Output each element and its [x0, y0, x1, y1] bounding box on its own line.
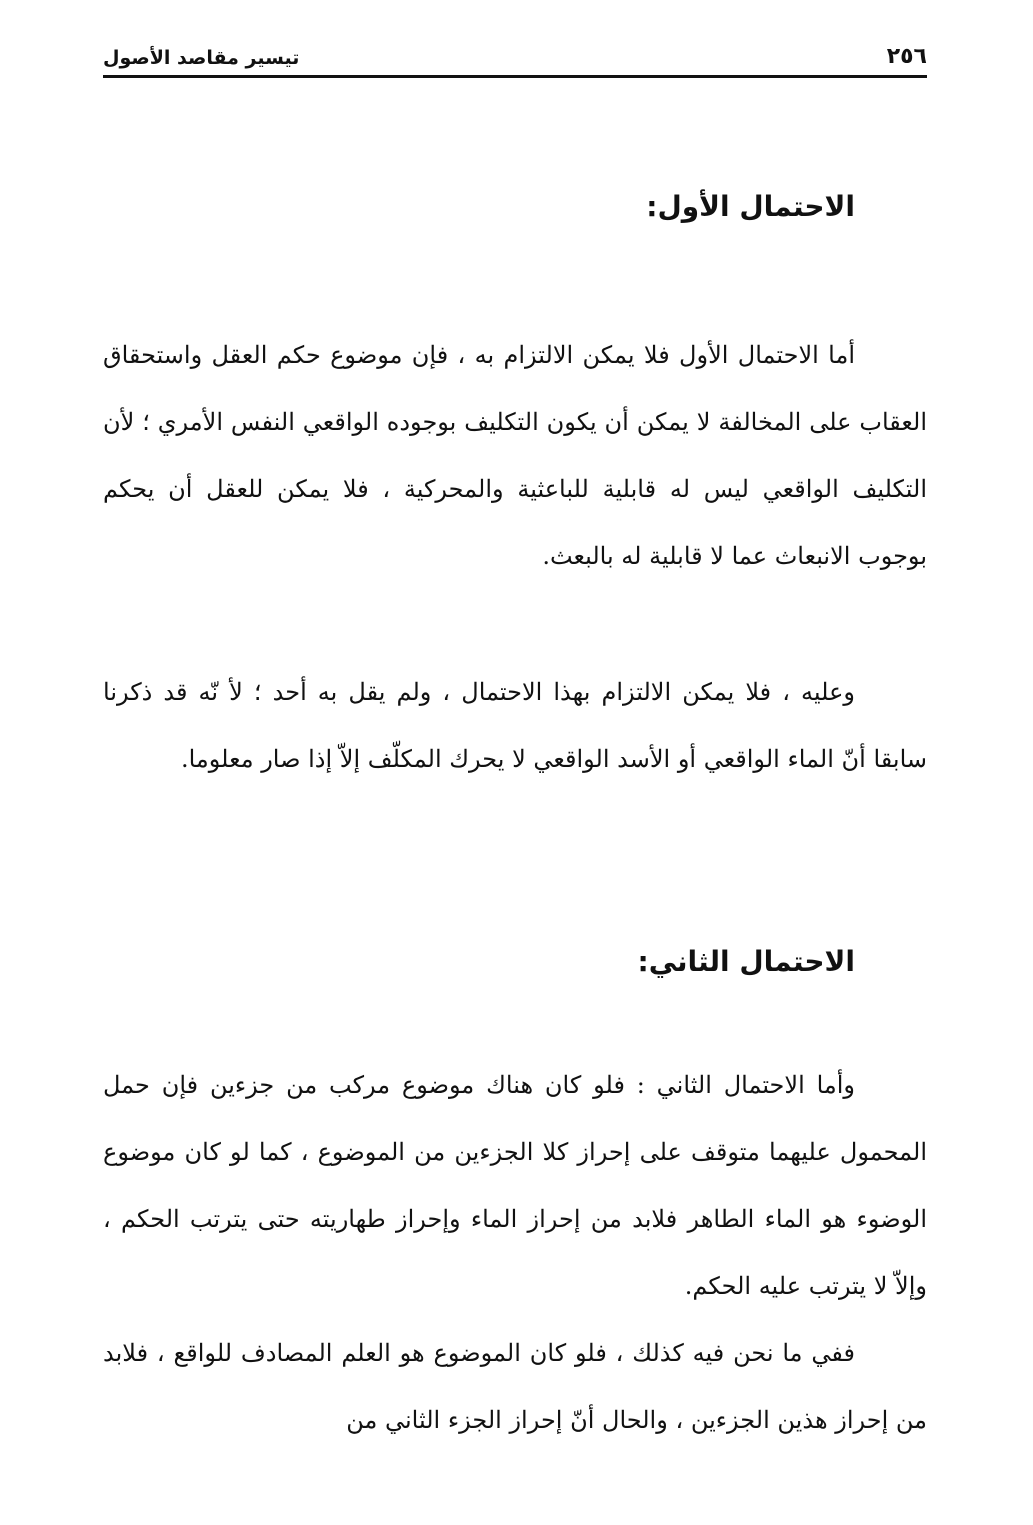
paragraph: وأما الاحتمال الثاني : فلو كان هناك موضوع مركب من جزءين فإن حمل المحمول عليهما متوقف على إحراز كلا الجزءين من الموضوع ، كما لو كان موضوع الوضوء هو الماء الطاهر فلابد من إحراز الماء وإحراز طهاريته حتى يترتب الحكم ، وإلاّ لا يترتب عليه الحكم. [103, 1071, 927, 1300]
running-title: تيسير مقاصد الأصول [103, 47, 300, 69]
paragraph: وعليه ، فلا يمكن الالتزام بهذا الاحتمال ، ولم يقل به أحد ؛ لأ نّه قد ذكرنا سابقا أنّ الماء الواقعي أو الأسد الواقعي لا يحرك المكلّف إلاّ إذا صار معلوما. [103, 678, 927, 773]
paragraph: ففي ما نحن فيه كذلك ، فلو كان الموضوع هو العلم المصادف للواقع ، فلابد من إحراز هذين الجزءين ، والحال أنّ إحراز الجزء الثاني من [103, 1339, 927, 1434]
page-number: ٢٥٦ [886, 44, 927, 69]
section-heading-first: الاحتمال الأول: [646, 190, 855, 223]
section-heading-second: الاحتمال الثاني: [637, 945, 855, 978]
page-header [103, 36, 927, 78]
paragraph: أما الاحتمال الأول فلا يمكن الالتزام به ، فإن موضوع حكم العقل واستحقاق العقاب على المخالفة لا يمكن أن يكون التكليف بوجوده الواقعي النفس الأمري ؛ لأن التكليف الواقعي ليس له قابلية للباعثية والمحركية ، فلا يمكن للعقل أن يحكم بوجوب الانبعاث عما لا قابلية له بالبعث. [103, 341, 927, 570]
